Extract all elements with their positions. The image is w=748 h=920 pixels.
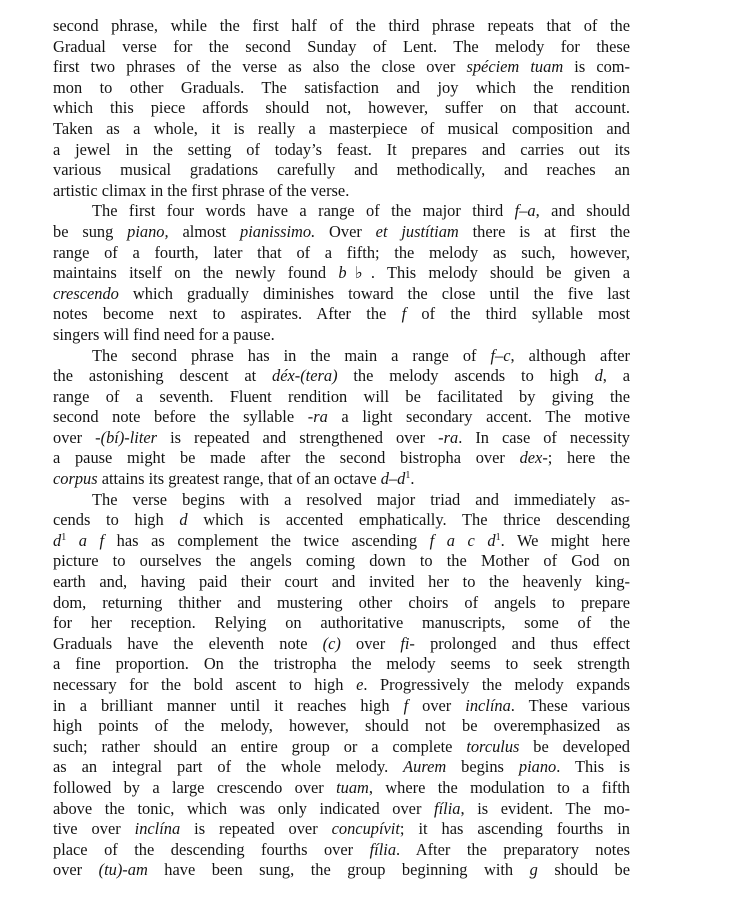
text-line bbox=[53, 510, 630, 531]
text-line bbox=[53, 263, 630, 284]
text-run: in a brilliant manner until it reaches high bbox=[53, 695, 404, 715]
italic-text: inclína bbox=[134, 819, 181, 839]
text-run: The first four words have a range of the major third bbox=[92, 201, 515, 221]
italic-text: piano bbox=[518, 757, 557, 777]
text-run: be developed bbox=[519, 736, 630, 756]
text-run: begins bbox=[446, 757, 519, 777]
text-line bbox=[53, 243, 630, 264]
text-run: over bbox=[53, 860, 99, 880]
italic-text: -ra bbox=[307, 407, 328, 427]
superscript: 1 bbox=[495, 531, 501, 543]
italic-text: et justítiam bbox=[375, 221, 459, 241]
text-line bbox=[53, 407, 630, 428]
text-run: a light secondary accent. The motive bbox=[327, 407, 630, 427]
paragraph bbox=[53, 16, 630, 201]
text-run: is repeated over bbox=[180, 819, 332, 839]
italic-text: concupívit bbox=[331, 819, 400, 839]
text-line bbox=[53, 448, 630, 469]
text-run: the melody ascends to high bbox=[337, 366, 595, 386]
text-run: of the third syllable most bbox=[406, 304, 631, 324]
paragraph bbox=[53, 201, 630, 345]
text-run: there is at first the bbox=[458, 221, 630, 241]
text-run: tive over bbox=[53, 819, 135, 839]
text-run: high points of the melody, however, should not be overemphasized as bbox=[53, 716, 630, 736]
text-run: , although after bbox=[510, 345, 630, 365]
text-line bbox=[53, 613, 630, 634]
text-line bbox=[53, 37, 630, 58]
text-line bbox=[53, 716, 630, 737]
italic-text: fi- bbox=[400, 633, 415, 653]
text-run: prolonged and thus effect bbox=[414, 633, 630, 653]
text-run: Taken as a whole, it is really a masterpiece of musical composition and bbox=[53, 118, 630, 138]
text-line bbox=[53, 757, 630, 778]
italic-text: (tu)-am bbox=[98, 860, 148, 880]
text-run: maintains itself on the newly found bbox=[53, 263, 339, 283]
text-line bbox=[53, 140, 630, 161]
italic-text: dex- bbox=[519, 448, 548, 468]
text-run: such; rather should an entire group or a complete bbox=[53, 736, 467, 756]
superscript: 1 bbox=[61, 531, 67, 543]
text-line bbox=[53, 593, 630, 614]
text-run: . These various bbox=[510, 695, 630, 715]
text-run: dom, returning thither and mustering other choirs of angels to prepare bbox=[53, 592, 630, 612]
italic-text: f bbox=[403, 695, 409, 715]
italic-text: inclína bbox=[465, 695, 511, 715]
text-run: first two phrases of the verse as also the close over bbox=[53, 57, 467, 77]
text-run: . This melody should be given a bbox=[370, 263, 630, 283]
text-run: necessary for the bold ascent to high bbox=[53, 675, 357, 694]
italic-text: piano, bbox=[127, 221, 169, 241]
text-run: The verse begins with a resolved major triad and immediately as- bbox=[92, 489, 630, 509]
text-run: as an integral part of the whole melody. bbox=[53, 757, 404, 777]
text-line bbox=[53, 201, 630, 222]
italic-text: Aurem bbox=[403, 757, 447, 777]
text-line bbox=[53, 16, 630, 37]
text-line bbox=[53, 572, 630, 593]
text-run: which this piece affords should not, however, suffer on that account. bbox=[53, 98, 630, 118]
text-run: almost bbox=[168, 221, 241, 241]
italic-text: -(bí)-liter bbox=[95, 427, 158, 447]
text-line bbox=[53, 98, 630, 119]
text-line bbox=[53, 531, 630, 552]
text-run: notes become next to aspirates. After the bbox=[53, 304, 402, 324]
text-line bbox=[53, 119, 630, 140]
text-run: which is accented emphatically. The thrice descending bbox=[187, 510, 630, 530]
text-line bbox=[53, 57, 630, 78]
text-line bbox=[53, 551, 630, 572]
text-run: Graduals have the eleventh note bbox=[53, 633, 323, 653]
text-run: various musical gradations carefully and methodically, and reaches an bbox=[53, 160, 630, 180]
text-run: attains its greatest range, that of an octave bbox=[97, 469, 381, 489]
text-line bbox=[53, 304, 630, 325]
text-line bbox=[53, 181, 630, 202]
italic-text: torculus bbox=[466, 736, 520, 756]
text-run bbox=[66, 531, 79, 550]
text-run: . bbox=[410, 469, 415, 489]
text-run: should be bbox=[537, 860, 630, 880]
text-line bbox=[53, 222, 630, 243]
text-run: The second phrase has in the main a range of bbox=[92, 345, 491, 365]
text-run: . This is bbox=[556, 757, 630, 777]
text-line bbox=[53, 490, 630, 511]
text-run: second phrase, while the first half of the third phrase repeats that of the bbox=[53, 16, 630, 35]
italic-text: d–d bbox=[380, 469, 406, 489]
italic-text: fília bbox=[369, 839, 397, 859]
italic-text: f–c bbox=[490, 345, 511, 365]
text-run: , is evident. The mo- bbox=[460, 798, 630, 818]
text-line bbox=[53, 428, 630, 449]
italic-text: d bbox=[53, 530, 62, 550]
document-page bbox=[53, 16, 630, 881]
text-run: . We might here bbox=[500, 530, 630, 550]
text-run: the astonishing descent at bbox=[53, 366, 272, 386]
text-run: be sung bbox=[53, 221, 128, 241]
paragraph bbox=[53, 490, 630, 881]
text-line bbox=[53, 366, 630, 387]
text-run: , where the modulation to a fifth bbox=[368, 777, 631, 797]
text-run: above the tonic, which was only indicated over bbox=[53, 798, 435, 818]
text-line bbox=[53, 284, 630, 305]
text-run: a pause might be made after the second bistropha over bbox=[53, 448, 520, 468]
italic-text: déx-(tera) bbox=[272, 366, 338, 386]
text-line bbox=[53, 346, 630, 367]
text-run: . In case of necessity bbox=[458, 427, 630, 447]
text-run: singers will find need for a pause. bbox=[53, 324, 275, 344]
text-run: followed by a large crescendo over bbox=[53, 777, 337, 797]
text-run: which gradually diminishes toward the close until the five last bbox=[118, 283, 630, 303]
italic-text: corpus bbox=[53, 469, 98, 489]
paragraph bbox=[53, 346, 630, 490]
text-run: artistic climax in the first phrase of the verse. bbox=[53, 180, 350, 200]
italic-text: f bbox=[401, 304, 407, 324]
text-line bbox=[53, 387, 630, 408]
italic-text: -ra bbox=[438, 427, 459, 447]
text-line bbox=[53, 675, 630, 696]
text-run: earth and, having paid their court and invited her to the heavenly king- bbox=[53, 572, 630, 592]
italic-text: tuam bbox=[336, 777, 369, 797]
text-run: Over bbox=[315, 221, 376, 241]
text-line bbox=[53, 634, 630, 655]
italic-text: g bbox=[529, 860, 538, 880]
text-run: is com- bbox=[563, 57, 630, 77]
text-run: ; it has ascending fourths in bbox=[399, 819, 631, 839]
text-run: a fine proportion. On the tristropha the melody seems to seek strength bbox=[53, 654, 630, 674]
text-run: for her reception. Relying on authoritative manuscripts, some of the bbox=[53, 613, 630, 633]
text-run: has as complement the twice ascending bbox=[104, 530, 430, 550]
text-run: is repeated and strengthened over bbox=[157, 427, 439, 447]
text-run: range of a fourth, later that of a fifth; the melody as such, however, bbox=[53, 242, 630, 262]
text-line bbox=[53, 654, 630, 675]
text-run: over bbox=[53, 427, 96, 447]
text-run: mon to other Graduals. The satisfaction and joy which the rendition bbox=[53, 77, 630, 97]
text-run: a jewel in the setting of today’s feast. It prepares and carries out its bbox=[53, 139, 630, 159]
text-run: place of the descending fourths over bbox=[53, 839, 370, 859]
text-run: picture to ourselves the angels coming down to the Mother of God on bbox=[53, 551, 630, 571]
italic-text: d bbox=[179, 510, 188, 530]
italic-text: e bbox=[356, 675, 364, 694]
italic-text: crescendo bbox=[53, 283, 119, 303]
italic-text: f a c d bbox=[429, 530, 496, 550]
text-run: have been sung, the group beginning with bbox=[147, 860, 530, 880]
text-line bbox=[53, 737, 630, 758]
text-line bbox=[53, 778, 630, 799]
text-line bbox=[53, 799, 630, 820]
text-line bbox=[53, 860, 630, 881]
text-run: , a bbox=[602, 366, 630, 386]
text-line bbox=[53, 325, 630, 346]
italic-text: pianissimo. bbox=[240, 221, 316, 241]
text-run: Gradual verse for the second Sunday of Lent. The melody for these bbox=[53, 36, 630, 56]
text-run: second note before the syllable bbox=[53, 407, 308, 427]
superscript: 1 bbox=[405, 470, 411, 482]
text-run: . After the preparatory notes bbox=[396, 839, 630, 859]
italic-text: (c) bbox=[322, 633, 341, 653]
text-line bbox=[53, 160, 630, 181]
text-run: , and should bbox=[535, 201, 630, 221]
text-run: range of a seventh. Fluent rendition will be facilitated by giving the bbox=[53, 386, 630, 406]
italic-text: fília bbox=[434, 798, 461, 818]
text-run: ; here the bbox=[547, 448, 630, 468]
text-run: cends to high bbox=[53, 510, 180, 530]
text-line bbox=[53, 469, 630, 490]
text-line bbox=[53, 819, 630, 840]
text-line bbox=[53, 840, 630, 861]
italic-text: spéciem tuam bbox=[466, 57, 564, 77]
italic-text: f–a bbox=[514, 201, 536, 221]
text-run: over bbox=[408, 695, 466, 715]
text-line bbox=[53, 78, 630, 99]
text-run: over bbox=[340, 633, 401, 653]
italic-text: d bbox=[594, 366, 603, 386]
italic-text: b♭ bbox=[338, 263, 371, 283]
italic-text: a f bbox=[78, 530, 105, 550]
text-line bbox=[53, 696, 630, 717]
text-run: . Progressively the melody expands bbox=[363, 675, 630, 694]
